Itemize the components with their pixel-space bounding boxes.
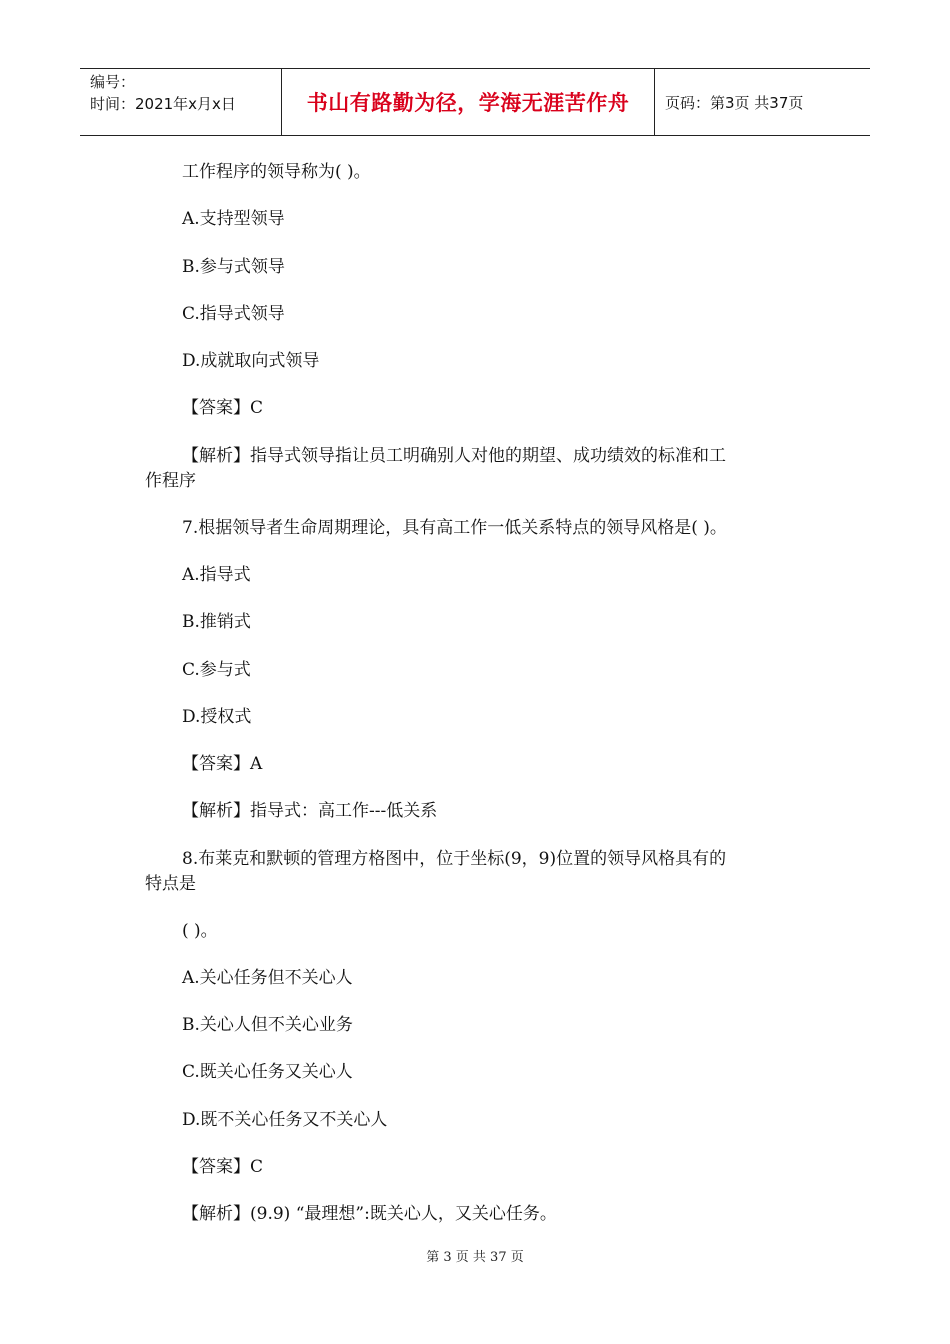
answer-line: 【答案】A [182, 754, 263, 774]
option-line: C.指导式领导 [182, 304, 285, 324]
option-line: C.既关心任务又关心人 [182, 1062, 353, 1082]
answer-line: 【答案】C [182, 1157, 264, 1177]
option-line: D.成就取向式领导 [182, 351, 320, 371]
analysis-line: 【解析】指导式领导指让员工明确别人对他的期望、成功绩效的标准和工 [182, 446, 726, 466]
analysis-line-cont: 作程序 [145, 471, 196, 491]
option-line: A.支持型领导 [182, 209, 285, 229]
question-line: 8.布莱克和默顿的管理方格图中，位于坐标(9，9)位置的领导风格具有的 [182, 849, 727, 869]
option-line: D.授权式 [182, 707, 252, 727]
option-line: B.关心人但不关心业务 [182, 1015, 353, 1035]
header-meta [80, 69, 282, 135]
serial-label: 编号： [90, 73, 136, 91]
page-header [80, 68, 870, 136]
question-line-cont: 特点是 [145, 874, 196, 894]
analysis-line: 【解析】指导式：高工作---低关系 [182, 801, 438, 821]
answer-line: 【答案】C [182, 398, 264, 418]
analysis-line: 【解析】(9.9) “最理想”:既关心人，又关心任务。 [182, 1204, 557, 1224]
date-label: 时间：2021年x月x日 [90, 95, 236, 113]
option-line: B.参与式领导 [182, 257, 285, 277]
option-line: A.关心任务但不关心人 [182, 968, 353, 988]
page-info: 页码：第3页 共37页 [665, 93, 804, 112]
option-line: A.指导式 [182, 565, 251, 585]
option-line: D.既不关心任务又不关心人 [182, 1110, 388, 1130]
option-line: B.推销式 [182, 612, 251, 632]
option-line: C.参与式 [182, 660, 251, 680]
question-line-cont: ( )。 [182, 921, 218, 941]
question-line: 7.根据领导者生命周期理论，具有高工作一低关系特点的领导风格是( )。 [182, 518, 727, 538]
page-footer: 第 3 页 共 37 页 [426, 1250, 524, 1265]
header-motto-cell [282, 69, 655, 135]
motto: 书山有路勤为径，学海无涯苦作舟 [306, 91, 630, 115]
header-page-info [655, 69, 870, 135]
text-line: 工作程序的领导称为( )。 [182, 162, 371, 182]
